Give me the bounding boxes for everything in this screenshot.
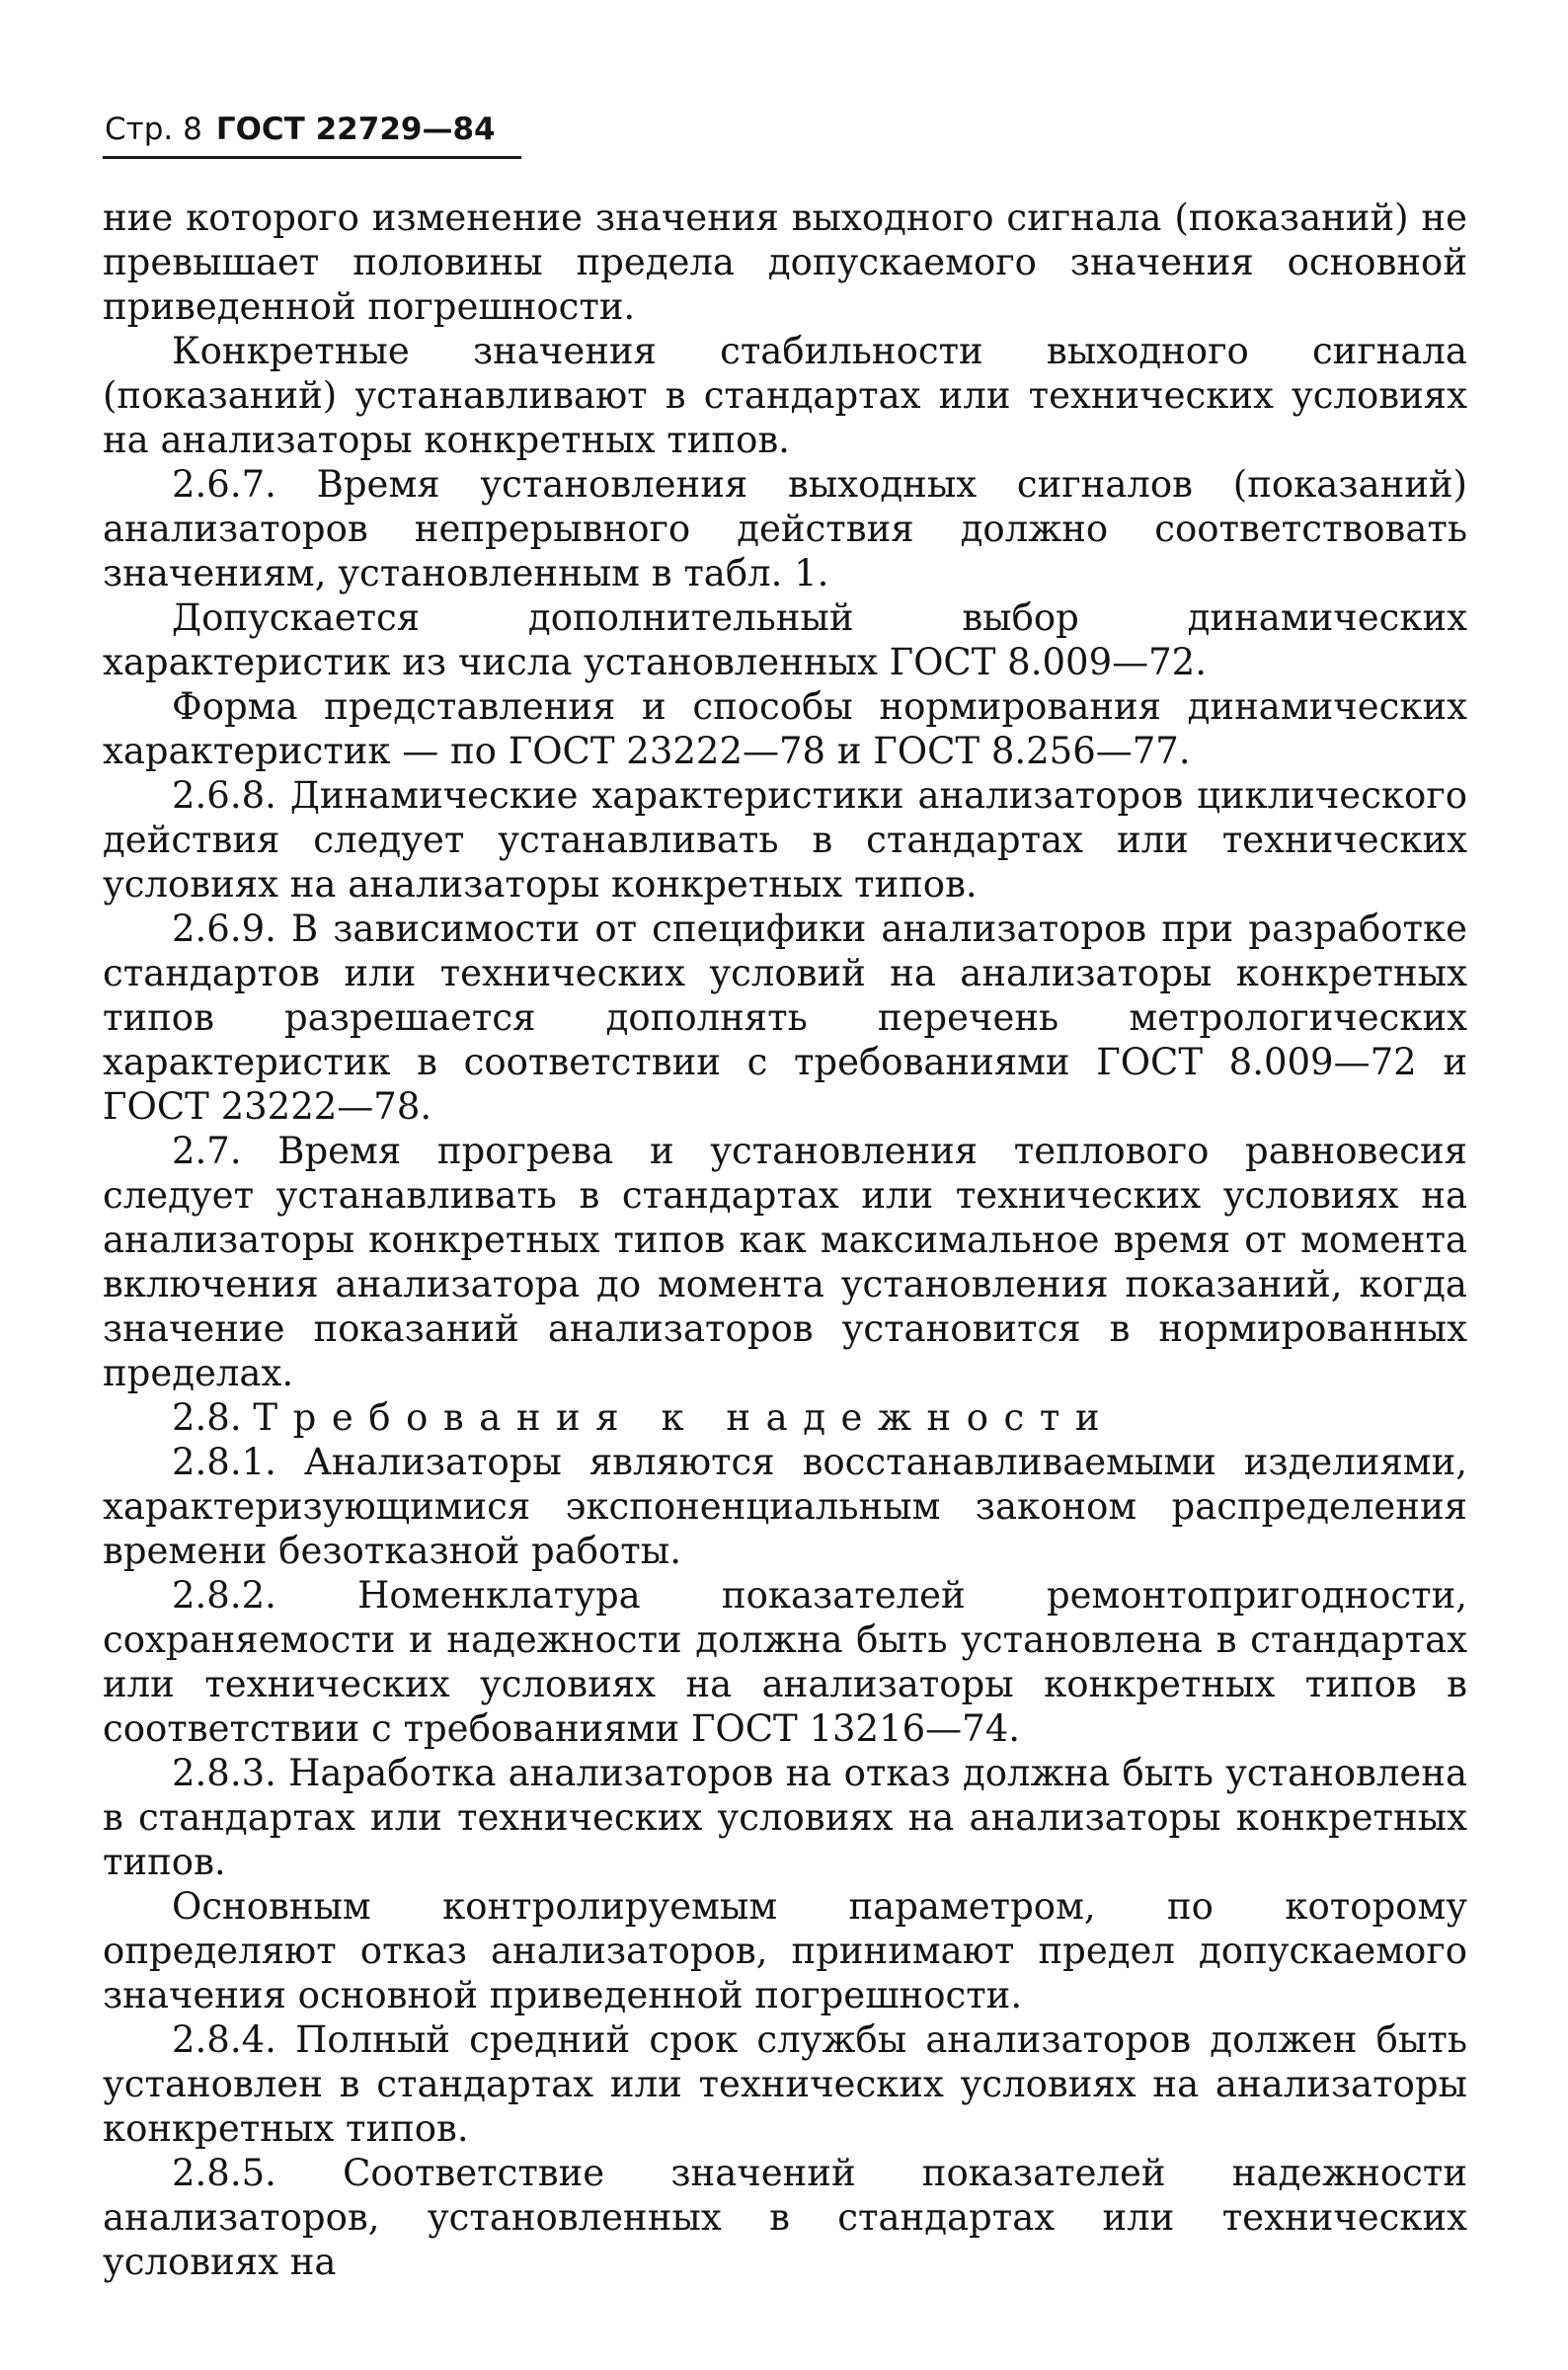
body-text <box>103 196 1467 2284</box>
paragraph: Конкретные значения стабильности выходного сигнала (показаний) устанавливают в стандартах или технических условиях на анализаторы конкретных типов. <box>103 330 1467 461</box>
clause-2-8-5: 2.8.5. Соответствие значений показателей надежности анализаторов, установленных в стандартах или технических условиях на <box>103 2152 1467 2283</box>
standard-designation: ГОСТ 22729—84 <box>215 112 496 147</box>
clause-2-6-8: 2.6.8. Динамические характеристики анализаторов циклического действия следует устанавливать в стандартах или технических условиях на анализаторы конкретных типов. <box>103 774 1467 906</box>
clause-2-8-2: 2.8.2. Номенклатура показателей ремонтопригодности, сохраняемости и надежности должна быть установлена в стандартах или технических условиях на анализаторы конкретных типов в соответствии с требованиями ГОСТ 13216—74. <box>103 1574 1467 1750</box>
paragraph-continuation: ние которого изменение значения выходного сигнала (показаний) не превышает половины предела допускаемого значения основной приведенной погрешности. <box>103 197 1467 328</box>
section-heading <box>103 1395 1467 1440</box>
clause-2-8-1: 2.8.1. Анализаторы являются восстанавливаемыми изделиями, характеризующимися экспоненциальным законом распределения времени безотказной работы. <box>103 1441 1467 1572</box>
header-rule <box>103 156 521 159</box>
page-number: Стр. 8 <box>105 112 202 147</box>
clause-2-6-7: 2.6.7. Время установления выходных сигналов (показаний) анализаторов непрерывного действия должно соответствовать значениям, установленным в табл. 1. <box>103 463 1467 594</box>
paragraph: Допускается дополнительный выбор динамических характеристик из числа установленных ГОСТ 8.009—72. <box>103 596 1467 683</box>
clause-2-8-3: 2.8.3. Наработка анализаторов на отказ должна быть установлена в стандартах или технических условиях на анализаторы конкретных типов. <box>103 1752 1467 1883</box>
paragraph: Форма представления и способы нормирования динамических характеристик — по ГОСТ 23222—78 и ГОСТ 8.256—77. <box>103 685 1467 772</box>
clause-2-8-4: 2.8.4. Полный средний срок службы анализаторов должен быть установлен в стандартах или технических условиях на анализаторы конкретных типов. <box>103 2018 1467 2150</box>
section-title: Требования к надежности <box>253 1396 1116 1439</box>
clause-2-7: 2.7. Время прогрева и установления теплового равновесия следует устанавливать в стандартах или технических условиях на анализаторы конкретных типов как максимальное время от момента включения анализатора до момента установления показаний, когда значение показаний анализаторов установится в нормированных пределах. <box>103 1130 1467 1394</box>
paragraph: Основным контролируемым параметром, по которому определяют отказ анализаторов, принимают предел допускаемого значения основной приведенной погрешности. <box>103 1885 1467 2016</box>
clause-2-6-9: 2.6.9. В зависимости от специфики анализаторов при разработке стандартов или технических условий на анализаторы конкретных типов разрешается дополнять перечень метрологических характеристик в соответствии с требованиями ГОСТ 8.009—72 и ГОСТ 23222—78. <box>103 908 1467 1128</box>
running-head <box>105 105 496 154</box>
section-number: 2.8. <box>172 1396 242 1439</box>
